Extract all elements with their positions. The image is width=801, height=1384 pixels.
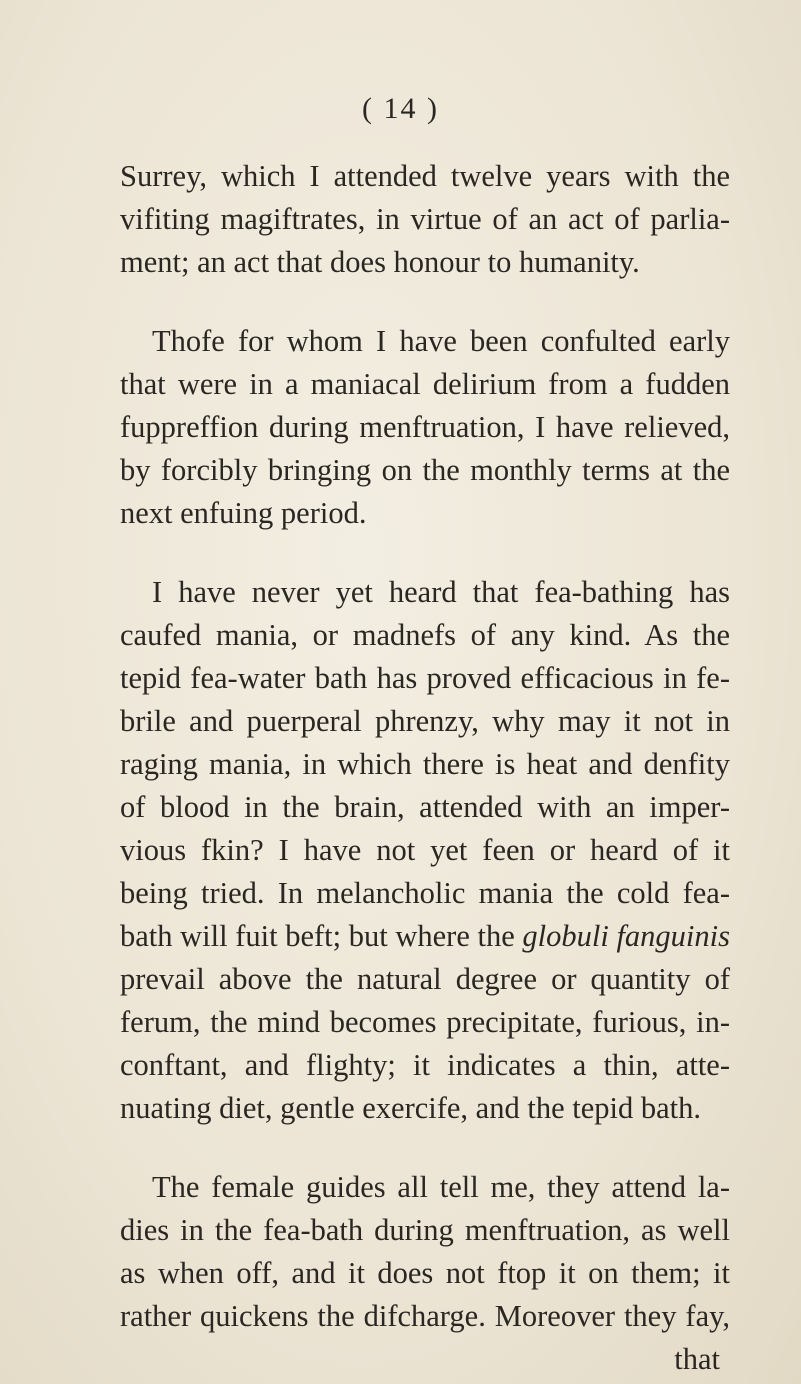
- text-line: ment; an act that does honour to humanity.: [120, 245, 640, 279]
- text-line: by forcibly bringing on the monthly terms at the: [120, 453, 730, 487]
- text-line: conftant, and flighty; it indicates a thin, atte-: [120, 1048, 730, 1082]
- paragraph-4: [120, 1166, 730, 1338]
- text-line: vious fkin? I have not yet feen or heard of it: [120, 833, 730, 867]
- text-line: nuating diet, gentle exercife, and the tepid bath.: [120, 1091, 701, 1125]
- paragraph-1: [120, 155, 730, 284]
- text-line: that were in a maniacal delirium from a fudden: [120, 367, 730, 401]
- paragraph-2: [120, 320, 730, 535]
- catchword: that: [674, 1342, 720, 1376]
- latin-italic-phrase: globuli fanguinis: [522, 919, 731, 953]
- text-line-with-italic: [120, 915, 730, 958]
- text-line: prevail above the natural degree or quantity of: [120, 962, 730, 996]
- text-line: ferum, the mind becomes precipitate, furious, in-: [120, 1005, 730, 1039]
- text-line: dies in the fea-bath during menftruation, as well: [120, 1213, 730, 1247]
- text-fragment: bath will fuit beft; but where the: [120, 919, 523, 953]
- text-line: The female guides all tell me, they attend la-: [152, 1170, 730, 1204]
- text-line: fuppreffion during menftruation, I have relieved,: [120, 410, 730, 444]
- text-line: of blood in the brain, attended with an imper-: [120, 790, 730, 824]
- body-text: [120, 155, 730, 1381]
- text-line: tepid fea-water bath has proved efficacious in fe-: [120, 661, 730, 695]
- text-line: next enfuing period.: [120, 496, 367, 530]
- text-line: raging mania, in which there is heat and denfity: [120, 747, 730, 781]
- text-line: Thofe for whom I have been confulted early: [152, 324, 730, 358]
- text-line: I have never yet heard that fea-bathing has: [152, 575, 730, 609]
- text-line: rather quickens the difcharge. Moreover they fay,: [120, 1299, 730, 1333]
- paragraph-3: [120, 571, 730, 1130]
- text-line: brile and puerperal phrenzy, why may it not in: [120, 704, 730, 738]
- page-number: ( 14 ): [362, 92, 439, 125]
- text-line: Surrey, which I attended twelve years with the: [120, 159, 730, 193]
- text-line: caufed mania, or madnefs of any kind. As the: [120, 618, 730, 652]
- text-line: vifiting magiftrates, in virtue of an act of parlia-: [120, 202, 730, 236]
- text-line: as when off, and it does not ftop it on them; it: [120, 1256, 730, 1290]
- text-line: being tried. In melancholic mania the cold fea-: [120, 876, 730, 910]
